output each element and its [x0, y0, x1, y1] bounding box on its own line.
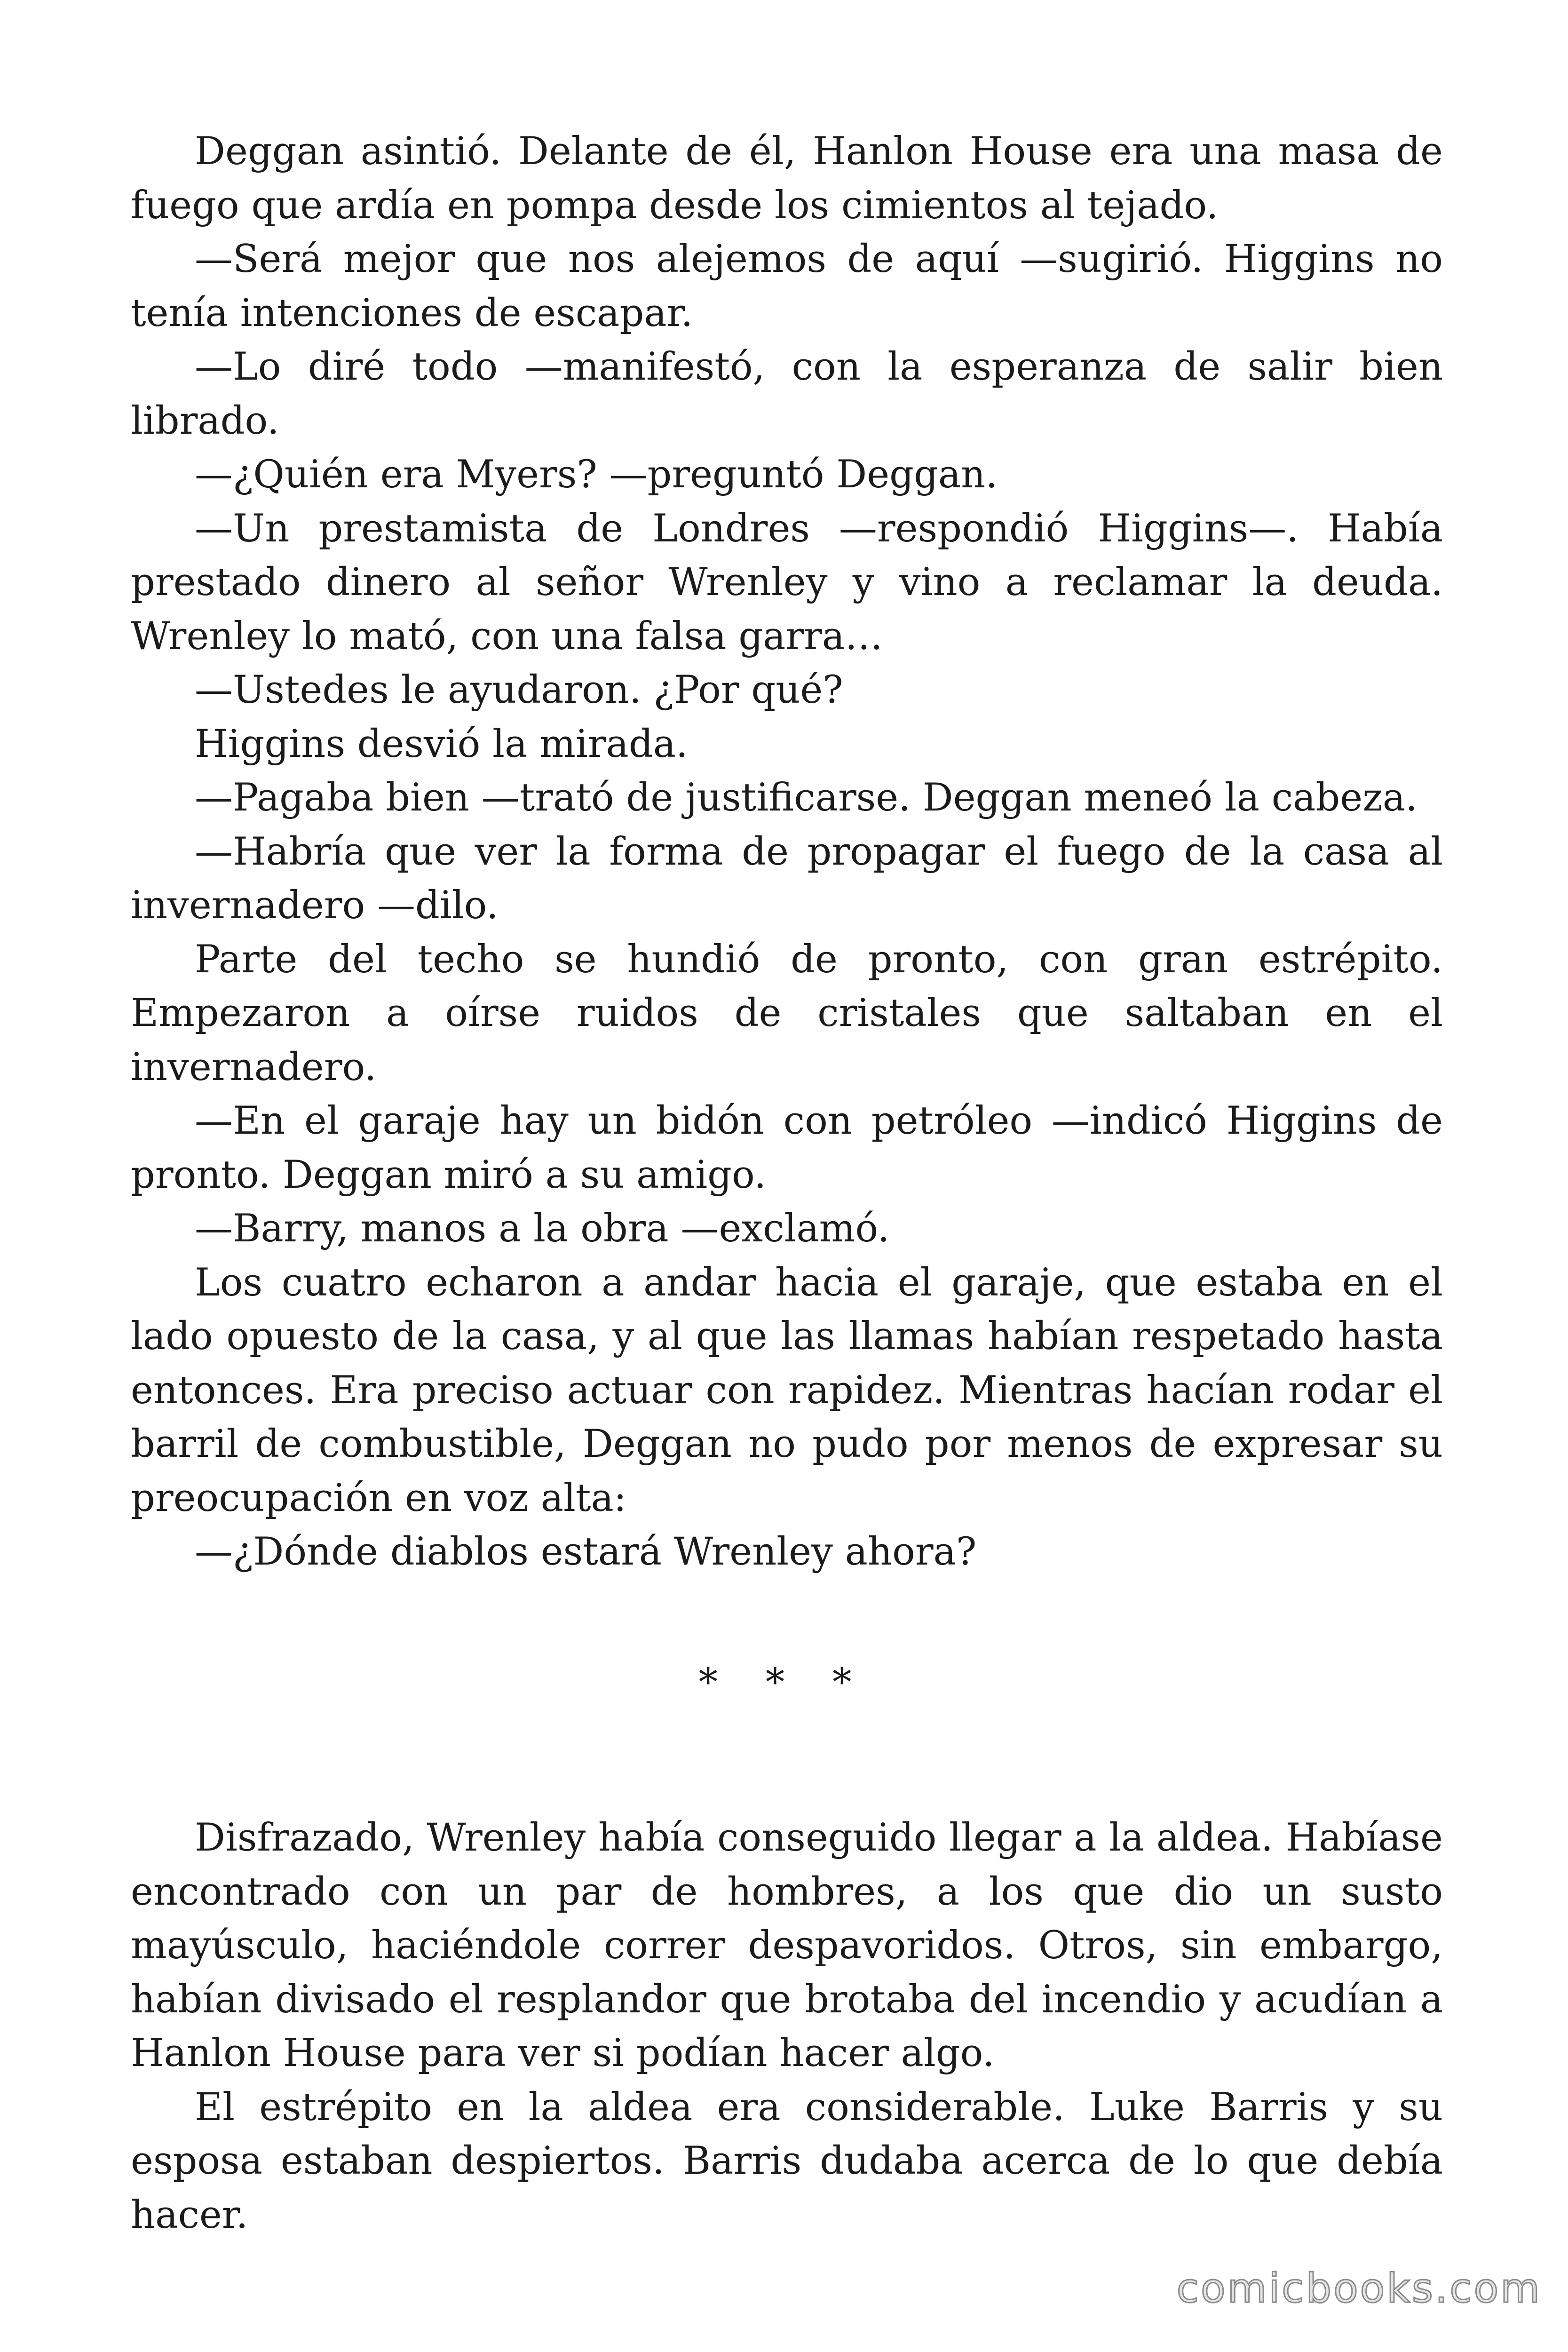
paragraph: Los cuatro echaron a andar hacia el garaje, que estaba en el lado opuesto de la casa, y al que las llamas habían respetado hasta entonces. Era preciso actuar con rapidez. Mientras hacían rodar el barril de combustible, Deggan no pudo por menos de expresar su preocupación en voz alta:	[131, 1260, 1443, 1520]
paragraph: —Barry, manos a la obra —exclamó.	[195, 1207, 890, 1251]
paragraph: —Habría que ver la forma de propagar el fuego de la casa al invernadero —dilo.	[131, 829, 1443, 928]
paragraph: —Será mejor que nos alejemos de aquí —sugirió. Higgins no tenía intenciones de escapar.	[131, 237, 1443, 335]
paragraph: —¿Dónde diablos estará Wrenley ahora?	[195, 1530, 977, 1574]
paragraph: Disfrazado, Wrenley había conseguido llegar a la aldea. Habíase encontrado con un par de hombres, a los que dio un susto mayúsculo, haciéndole correr despavoridos. Otros, sin embargo, habían divisado el resplandor que brotaba del incendio y acudían a Hanlon House para ver si podían hacer algo.	[131, 1816, 1443, 2075]
paragraph: El estrépito en la aldea era considerable. Luke Barris y su esposa estaban despiertos. Barris dudaba acerca de lo que debía hacer.	[131, 2085, 1443, 2237]
paragraph: —Ustedes le ayudaron. ¿Por qué?	[195, 668, 843, 712]
paragraph: Higgins desvió la mirada.	[195, 722, 688, 766]
paragraph: —Pagaba bien —trató de justificarse. Deggan meneó la cabeza.	[195, 776, 1418, 820]
paragraph: Parte del techo se hundió de pronto, con gran estrépito. Empezaron a oírse ruidos de cristales que saltaban en el invernadero.	[131, 937, 1443, 1089]
text-section-two	[131, 1811, 1443, 2242]
paragraph: Deggan asintió. Delante de él, Hanlon House era una masa de fuego que ardía en pompa desde los cimientos al tejado.	[131, 129, 1443, 228]
section-separator: * * *	[698, 1661, 870, 1705]
paragraph: —En el garaje hay un bidón con petróleo —indicó Higgins de pronto. Deggan miró a su amigo.	[131, 1099, 1443, 1197]
text-section-one	[131, 125, 1443, 1579]
paragraph: —¿Quién era Myers? —preguntó Deggan.	[195, 453, 998, 497]
paragraph: —Un prestamista de Londres —respondió Higgins—. Había prestado dinero al señor Wrenley y vino a reclamar la deuda. Wrenley lo mató, con una falsa garra…	[131, 506, 1443, 659]
paragraph: —Lo diré todo —manifestó, con la esperanza de salir bien librado.	[131, 345, 1443, 443]
watermark: comicbooks.com	[1176, 2265, 1542, 2312]
